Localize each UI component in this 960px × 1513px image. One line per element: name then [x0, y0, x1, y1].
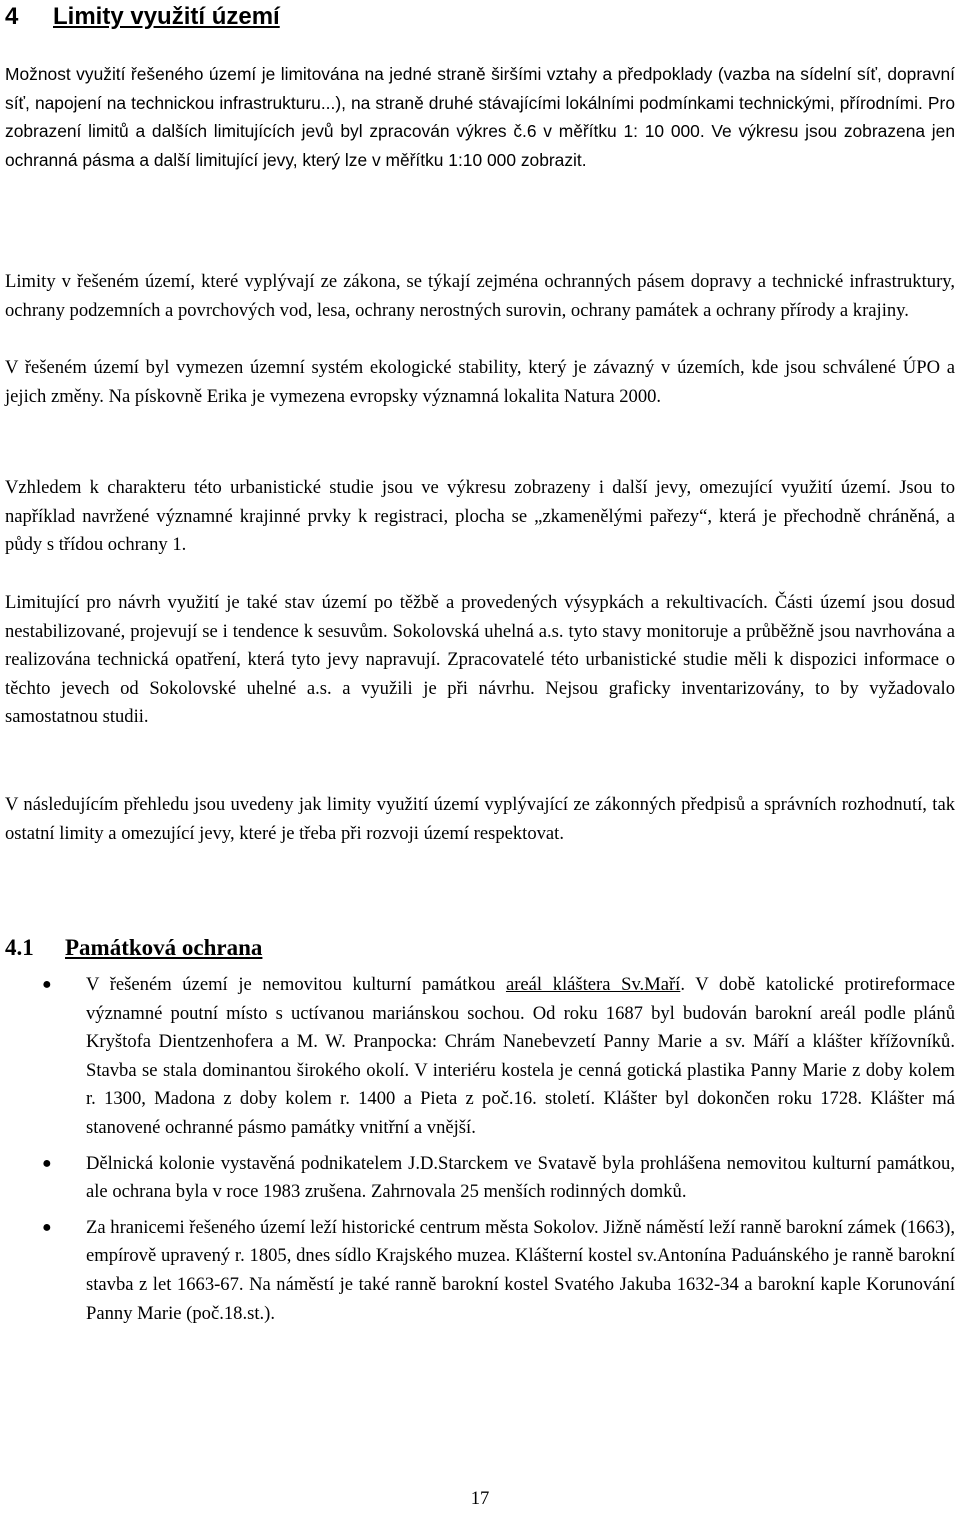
overview-paragraph: V následujícím přehledu jsou uvedeny jak limity využití území vyplývající ze zákonných předpisů a správních rozhodnutí, tak ostatní limity a omezující jevy, které je třeba při rozvoji území respektovat. — [5, 794, 955, 844]
subsection-number: 4.1 — [5, 935, 34, 960]
bullet-icon: ● — [42, 1154, 52, 1172]
bullet-icon: ● — [42, 1218, 52, 1236]
subsection-title: Památková ochrana — [65, 935, 263, 960]
list-item — [0, 1150, 955, 1207]
list-item-text: V řešeném území je nemovitou kulturní památkou — [86, 974, 506, 995]
list-item-text: Dělnická kolonie vystavěná podnikatelem J.D.Starckem ve Svatavě byla prohlášena nemovitou kulturní památkou, ale ochrana byla v roce 1983 zrušena. Zahrnovala 25 menších rodinných domků. — [86, 1152, 955, 1203]
list-item-text: . V době katolické protireformace významné poutní místo s uctívanou mariánskou sochou. Od roku 1687 byl budován barokní areál podle plánů Kryštofa Dientzenhofera a M. W. Pranpocka: Chrám Nanebevzetí Panny Marie a sv. Máří a klášter křížovníků. Stavba se stala dominantou širokého okolí. V interiéru kostela je cenná gotická plastika Panny Marie z doby kolem r. 1300, Madona z doby kolem r. 1400 a Pieta z poč.16. století. Klášter byl dokončen roku 1728. Klášter má stanovené ochranné pásmo památky vnitřní a vnější. — [86, 974, 955, 1138]
page-number: 17 — [470, 1488, 490, 1509]
list-item — [0, 971, 955, 1143]
list-item-text: Za hranicemi řešeného území leží historické centrum města Sokolov. Jižně náměstí leží ranně barokní zámek (1663), empírově upravený r. 1805, dnes sídlo Krajského muzea. Klášterní kostel sv.Antonína Paduánského je ranně barokní stavba z let 1663-67. Na náměstí je také ranně barokní kostel Svatého Jakuba 1632-34 a barokní kaple Korunování Panny Marie (poč.18.st.). — [86, 1216, 955, 1324]
mining-paragraph: Limitující pro návrh využití je také stav území po těžbě a provedených výsypkách a rekultivacích. Části území jsou dosud nestabilizované, projevují se i tendence k sesuvům. Sokolovská uhelná a.s. tyto stavy monitoruje a průběžně jsou navrhována a realizována technická opatření, která tyto jevy napravují. Zpracovatelé této urbanistické studie měli k dispozici informace o těchto jevech od Sokolovské uhelné a.s. a využili je při návrhu. Nejsou graficky inventarizovány, to by vyžadovalo samostatnou studii. — [5, 592, 955, 728]
bullet-list — [0, 971, 955, 1328]
uses-paragraph: V řešeném území byl vymezen územní systém ekologické stability, který je závazný v územích, kde jsou schválené ÚPO a jejich změny. Na pískovně Erika je vymezena evropsky významná lokalita Natura 2000. — [5, 357, 955, 407]
section-title: Limity využití území — [53, 3, 280, 30]
limits-paragraph: Limity v řešeném území, které vyplývají ze zákona, se týkají zejména ochranných pásem dopravy a technické infrastruktury, ochrany podzemních a povrchových vod, lesa, ochrany nerostných surovin, ochrany památek a ochrany přírody a krajiny. — [5, 271, 955, 321]
list-item — [0, 1214, 955, 1328]
section-heading — [5, 2, 280, 32]
section-number: 4 — [5, 3, 19, 30]
intro-paragraph: Možnost využití řešeného území je limitována na jedné straně širšími vztahy a předpoklady (vazba na sídelní síť, dopravní síť, napojení na technickou infrastrukturu...), na straně druhé stávajícími lokálními podmínkami technickými, přírodními. Pro zobrazení limitů a dalších limitujících jevů byl zpracován výkres č.6 v měřítku 1: 10 000. Ve výkresu jsou zobrazena jen ochranná pásma a další limitující jevy, který lze v měřítku 1:10 000 zobrazit. — [5, 64, 955, 170]
monument-link: areál kláštera Sv.Maří — [505, 974, 681, 995]
bullet-icon: ● — [42, 976, 52, 993]
character-paragraph: Vzhledem k charakteru této urbanistické studie jsou ve výkresu zobrazeny i další jevy, omezující využití území. Jsou to například navržené významné krajinné prvky k registraci, plocha se „zkamenělými pařezy“, která je přechodně chráněná, a půdy s třídou ochrany 1. — [5, 477, 955, 556]
subsection-heading — [5, 932, 262, 964]
